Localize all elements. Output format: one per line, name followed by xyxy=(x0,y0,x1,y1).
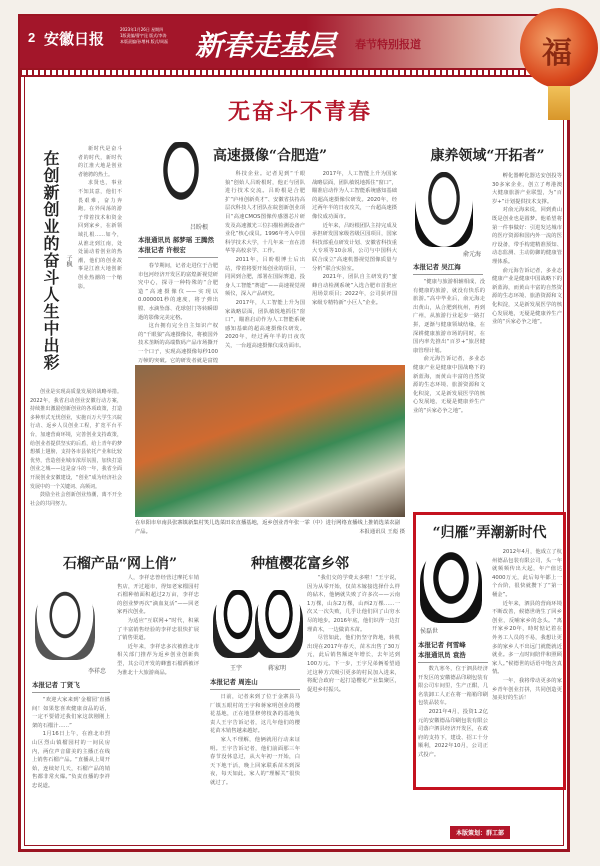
article-sakura-body-2 xyxy=(307,574,400,836)
article-health-body-1 xyxy=(413,278,485,503)
article-sakura-body-1 xyxy=(210,693,300,836)
byline-line: 本报记者 何雪峰 xyxy=(418,641,466,649)
editorial-body xyxy=(78,145,122,381)
byline-line: 本报记者 许根宏 xyxy=(138,246,186,254)
paragraph: 近年来，李祥忠多次被淮北市相关部门推荐为返乡创业创新典型，其公司开发的蜂蜜石榴酒被评为淮北十大旅游商品。 xyxy=(117,643,199,676)
paragraph: 数九寒冬，位于泗县经济开发区的安徽德品印刷包装有限公司车间里，生产正酣，几名装卸工人正在将一箱箱印刷包装品装车。 xyxy=(418,666,488,707)
editorial-body-lower xyxy=(30,388,122,542)
paragraph: 日前，记者来到了位于金寨县马厂镇五眼村的王宇和蒋家明创业的樱花基地，正在地里修剪枝条的基地负责人王宇告诉记者，这几年他们的樱花苗木销售越来越好。 xyxy=(210,694,300,735)
paragraph: 一年，我将带动更多的家乡青年创业打拼，共同创造更加美好的生活！ xyxy=(492,677,562,702)
paragraph: 为适应“互联网+”时代，积累了丰富销售经验的李祥忠很快扩展了销售渠道。 xyxy=(117,617,199,642)
greek-key-border xyxy=(20,68,540,77)
article-camera-body-3 xyxy=(312,170,397,362)
editor-line: 本版责编/孙增林 版式/周磊 xyxy=(120,39,168,44)
paragraph: 2021年4月，投资1.2亿元的安徽德品印刷包装有限公司落户泗县经济开发区，在政府的支持下，建设、招工十分顺利，2022年10月，公司正式投产。 xyxy=(418,708,488,758)
article-pomegranate-title: 石榴产品“网上俏” xyxy=(62,556,178,572)
paragraph: 这台拥有完全自主知识产权的“千眼狼”高速摄像仪，将被国外技术垄断的高端数码产品市场撕开一个口子，实现高速摄像每秒100万帧的突破。它的研发者就是富煌 xyxy=(138,323,218,364)
portrait-signature: 侯磊世 xyxy=(420,628,439,635)
page-header xyxy=(20,16,540,68)
livestream-photo xyxy=(135,365,405,517)
paragraph: 春节期间，记者走进位于合肥市包河经济开发区的富煌新视觉研究中心，探寻一种特殊的“合肥造”高速摄像仪——实现以0.000001秒的速度，将子弹出膛、水滴坠落、花球射门等转瞬即逝的影像完美定格。 xyxy=(138,263,218,321)
editorial-title: 在创新创业的奋斗人生中出彩 xyxy=(41,150,60,371)
article-pomegranate-body-2 xyxy=(117,574,199,836)
paragraph: 俞元海告诉记者，多业态健康产业是健康中国战略下的新蓝海，而黄山丰富的自然资源的生态环境、旅游资源和文化积淀，又是新发展医学的核心发展地，无疑是健康养生产业的“兵家必争之地”。 xyxy=(413,356,485,414)
article-goose-title: “归雁”弄潮新时代 xyxy=(432,525,547,541)
paragraph: 尽管如此，他们仍坚守阵地，转机出现在2017年春天，苗木出售了30万元，此后销售额逐年增长，去年达到100万元。下一步，王宇兄弟俩希望通过这种方式吸引更多的村民加入进来，将配合政府一起打造樱花产业集聚区，促进乡村振兴。 xyxy=(307,635,400,693)
article-sakura-byline: 本报记者 周连山 xyxy=(210,677,300,690)
caption-text: 在阜阳市阜南县张寨镇新集村笑儿选菜田农直播基地，返乡创业青年张一霏（中）进行网络直播线上推销选菜农副产品。 xyxy=(135,520,400,535)
paragraph: 科技企业。记者见到“千眼狼”创始人吕盼根时，他正与团队进行技术交流。吕盼根是合肥扩“庐州创新英才”、安徽省扶持高层次科技人才团队在皖创新创业项目“高速CMOS图像传感器芯片研发及高速激光三位扫描检测设备产业化”核心成员。1996年考入中国科学技术大学，十几年来一直在清华等高校求学、工作。 xyxy=(225,171,305,255)
page-number: 2 xyxy=(28,30,36,45)
editorial-author: 子枫 xyxy=(65,255,72,267)
paragraph: 2021年，团队自主研发的“蜜蜂自动检测系统”入选合肥市首批应用场景项目；2022年，公司获评国家级专精特新“小巨人”企业。 xyxy=(312,274,397,306)
issue-date: 2023年1月26日 星期四 xyxy=(120,27,164,32)
portrait-signature: 王宇 xyxy=(230,665,243,672)
column-subtitle: 春节特别报道 xyxy=(355,38,421,51)
article-health-body-2 xyxy=(492,172,562,502)
portrait-jiang-jiaming xyxy=(255,590,303,658)
portrait-signature: 俞元海 xyxy=(463,251,482,258)
article-camera-body-2 xyxy=(225,170,305,362)
article-pomegranate-byline: 本报记者 丁贤飞 xyxy=(32,680,110,693)
paragraph: 2017年，人工智能上升为国家战略层面，团队敏锐地抓住“窗口”，瞄准启动作为人工智能系统感知基础的超高速摄像仪研发。2020年，经过两年半的日夜攻关，一台超高速摄像仪成功面市。 xyxy=(225,299,305,349)
article-health-byline: 本报记者 吴江海 xyxy=(413,262,483,275)
byline-line: 本报通讯员 郝梦瑶 王腾然 xyxy=(138,236,215,244)
paragraph: 新时代是奋斗者的时代，新时代的江淮大地是创业者驰骋的热土。 xyxy=(78,146,122,178)
portrait-signature: 吕盼根 xyxy=(190,224,209,231)
paragraph: “我们交的学费太多啦！”王宇说，因为从零开始，仅苗木嫁接选择什么样的砧木，他俩就失败了许多次——云南1万棵，山东2万棵，山西2万棵……一次又一次失败，几乎让他们回了山穷水尽的地步。2016年底，他们识得一边打理苗木，一边做苗木苗。 xyxy=(307,575,400,633)
portrait-li-xiangzhong xyxy=(35,585,95,660)
article-goose-body-1 xyxy=(418,665,488,785)
paragraph: 创业是实现高质量发展的战略举措。2022年，我省启动创业安徽行动方案，持续推出激励创新创业的各项政策，打造多种形式无忧创业，实施百万大学生兴皖行动、返乡人员创业工程，扩宽平台平台，加速营商环境，完善创业支持政策，给创业者提供坚实的后盾，给上青年的梦想插上翅膀，支持各市县依托产业和比较优势，营造创业城市浓厚氛围，加快打造创业之城——这是奋斗的一年，我省全面开展创业安徽建设，“创业”成为经济社会发展中的一个关键词、高频词。 xyxy=(30,389,122,490)
paragraph: 俞元海告诉记者，多业态健康产业是健康中国战略下的新蓝海，而黄山丰富的自然资源的生态环境、旅游资源和文化积淀，又是新发展医学的核心发展地，无疑是健康养生产业的“兵家必争之地”。 xyxy=(492,267,562,326)
planning-credit-label: 本版策划：群工部 xyxy=(450,826,510,839)
paragraph: 对俞元海来说，回到黄山既是创业也是圆梦。他希望将第一件事做好：引进发达城市的医疗资源和国内外一流的医疗设备，带手构建精准预知、动态监测、主动防御的健康管理体系。 xyxy=(492,207,562,265)
article-camera-body-1 xyxy=(138,262,218,362)
issue-meta xyxy=(120,27,182,45)
paragraph: 近年来，吕盼根团队主持完成及承担研发国家级省级区园项目，国家科技部重点研发计划、安徽省科技重大专项等10余项，公司与中国科大联合成立“高速机器视觉图像质量与分析”联合实验室。 xyxy=(312,222,397,272)
article-camera-byline xyxy=(138,235,218,258)
portrait-signature: 蒋家明 xyxy=(268,665,287,672)
paragraph: 求贤也，事业不知其意，他们不畏艰难，奋力奔跑。在外闯荡的游子带着技术和资金回到家乡，在新领域扎根……如今，从淮北到江南，处处涌动着创业的热潮，他们的创业故事是江淮大地创新创业热潮的一个缩影。 xyxy=(78,180,122,290)
article-sakura-title: 种植樱花富乡邻 xyxy=(251,556,349,572)
paragraph: 2017年，人工智能上升为国家战略层面，团队敏锐地抓住“窗口”，瞄准启动作为人工智能系统感知基础的超高速摄像仪研发。2020年，经过两年半的日夜攻关，一台超高速摄像仪成功面市。 xyxy=(312,171,397,220)
portrait-yu-yuanhai xyxy=(415,172,473,247)
lantern-glyph: 福 xyxy=(542,36,572,71)
paragraph: “健康与旅游相辅相成，没有健康的旅游，就没有快乐的旅游。”高中毕业后，俞元海走出黄山，从合肥到杭州，再到广州，从旅游行业起步一路打拼，逐渐与健康领域结缘，在深耕健康旅游市场的同时，在国内率先推出“百岁+”旅居健康管理计划。 xyxy=(413,279,485,354)
page-main-title: 无奋斗不青春 xyxy=(227,100,372,125)
column-title: 新春走基层 xyxy=(195,29,336,62)
paragraph: 人，李祥忠曾经营过摩托车销售店，开过超市，得知老家榴园村石榴种植面积超过2万亩，李祥忠的创业梦再次“滴血复活”——回老家再次创业。 xyxy=(117,575,199,616)
paragraph: 2012年4月，他成立了杭州德品包装有限公司，头一年就频频传出大起，年产值达4000万元，此后每年都上一个台阶，很快就攒下了“第一桶金”。 xyxy=(492,549,562,598)
editor-line: 1版责编/曹宇昆 版式/李涛 xyxy=(120,33,167,38)
paragraph: 2011年，吕盼根博士后出站，带着将要开始创业的项目，一同回到合肥，部署在国际赛道，投身人工智能“赛道”——高速视觉视频仪，深入产品研究。 xyxy=(225,256,305,298)
portrait-hou-deshi xyxy=(420,548,482,623)
paragraph: 近年来，泗县的营商环境不断改善，候德世萌生了回乡创业，反哺家乡的念头。“离开家乡20年，時时惦记着在外务工人员的不易，我想让更多的家乡人不出远门就能就近就业。多一点时间陪伴和照顾家人。”候德世的话语中饱含真情。 xyxy=(492,600,562,676)
article-pomegranate-body-1 xyxy=(32,696,110,836)
paragraph: “欢迎大家来到‘金榴园’直播间！如果您喜欢健康食品的话，一定不要错过我们家这款刚刚上架的石榴汁……” xyxy=(32,697,110,729)
paragraph: 家人不理解，他俩就用行动来证明。王宇告诉记者，他们前面那三年春节没休息过，从大年初一开始，白天下地干活，晚上回家联系苗木到深夜，每天如此。家人的“理解关”很快就过了。 xyxy=(210,736,300,786)
paragraph: 鼓励全社会创新创业热潮，离不开全社会的共同努力。 xyxy=(30,492,122,507)
portrait-signature: 李祥忠 xyxy=(88,668,107,675)
portrait-lu-pangen xyxy=(150,142,212,222)
paragraph: 1月16日上午，在淮北市烈山区烈山镇榴园村的一间民房内，两位声音甜美的主播正在线上销售石榴产品。“直播从上周开始，连续好几天，石榴产品的销售都非常火爆。”负责直播的李祥忠说道。 xyxy=(32,731,110,789)
article-goose-byline xyxy=(418,640,488,663)
paragraph: 孵化器孵化器达安创投等30多家企业，创立了粤港澳大健康旅游产业联盟，为“百岁+”计划提供技术支撑。 xyxy=(492,173,562,205)
article-camera-title: 高速摄像“合肥造” xyxy=(212,148,328,164)
photo-caption xyxy=(135,519,405,537)
byline-line: 本报通讯员 袁浩 xyxy=(418,651,466,659)
article-health-title: 康养领域“开拓者” xyxy=(430,148,545,164)
newspaper-name: 安徽日报 xyxy=(44,30,105,48)
caption-credit: 本报通讯员 王彪 摄 xyxy=(359,529,405,535)
lantern-icon xyxy=(520,8,598,88)
article-goose-body-2 xyxy=(492,548,562,785)
